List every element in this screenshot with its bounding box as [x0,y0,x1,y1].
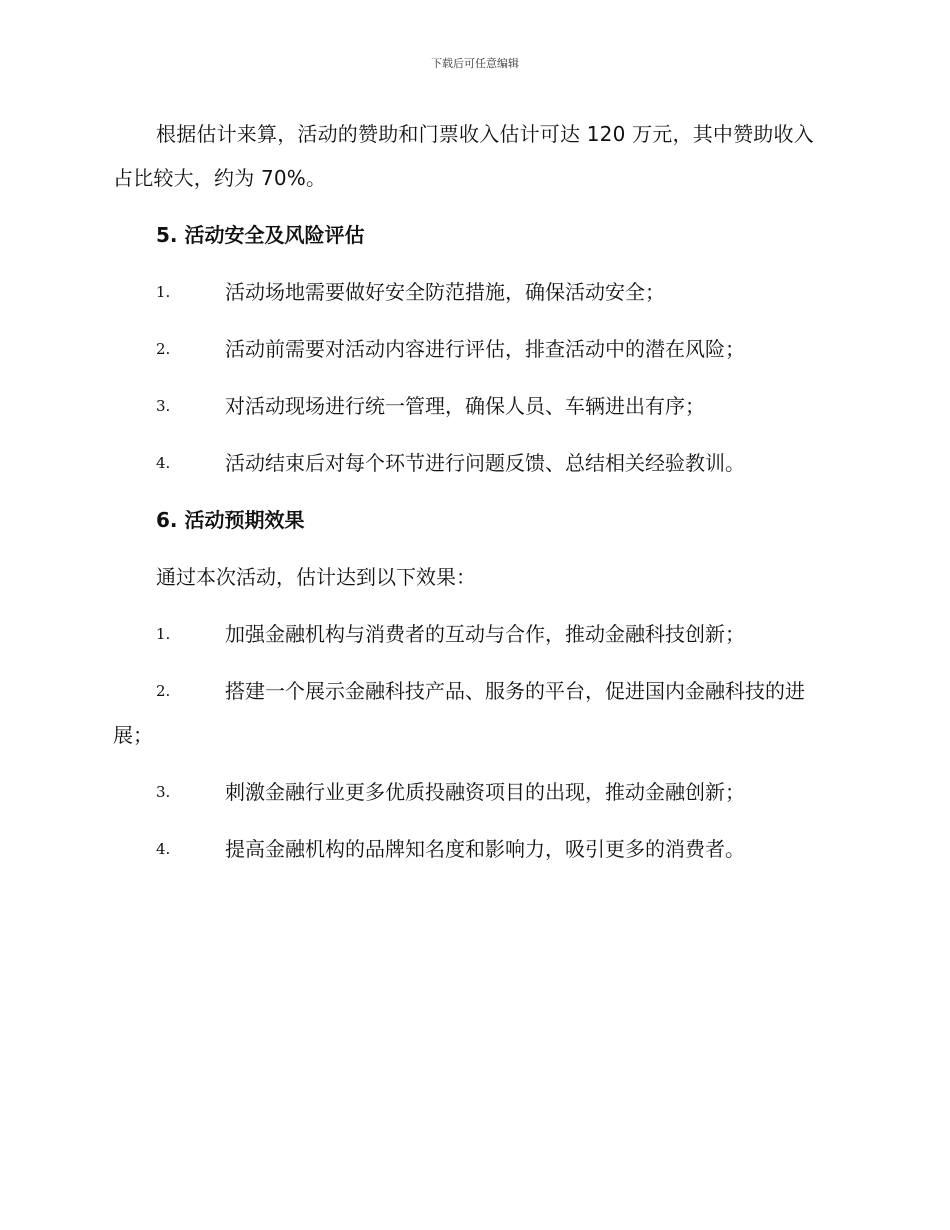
list-item-number: 4. [156,840,171,858]
list-item-number: 3. [156,783,171,801]
list-item-text: 加强金融机构与消费者的互动与合作，推动金融科技创新； [225,622,745,646]
list-item [113,770,833,814]
list-item [113,384,833,428]
list-item-text: 活动结束后对每个环节进行问题反馈、总结相关经验教训。 [225,451,745,475]
list-item [113,612,833,656]
list-item-number: 2. [156,682,171,700]
document-body [113,112,833,871]
list-item-text: 活动前需要对活动内容进行评估，排查活动中的潜在风险； [225,337,745,361]
page-header-note: 下载后可任意编辑 [431,57,519,70]
list-item-number: 1. [156,625,171,643]
list-item-text: 提高金融机构的品牌知名度和影响力，吸引更多的消费者。 [225,837,745,861]
list-item-number: 4. [156,454,171,472]
list-item-number: 3. [156,397,171,415]
list-item-number: 1. [156,283,171,301]
list-item [113,827,833,871]
list-item-text: 活动场地需要做好安全防范措施，确保活动安全； [225,280,665,304]
list-item [113,441,833,485]
list-item [113,669,833,757]
section-6-intro: 通过本次活动，估计达到以下效果： [156,565,476,589]
revenue-paragraph: 根据估计来算，活动的赞助和门票收入估计可达 120 万元，其中赞助收入占比较大，约为 70%。 [113,122,814,190]
list-item-number: 2. [156,340,171,358]
list-item-text: 搭建一个展示金融科技产品、服务的平台，促进国内金融科技的进展； [113,679,805,747]
section-5-heading: 5. 活动安全及风险评估 [156,223,365,247]
list-item [113,270,833,314]
list-item [113,327,833,371]
list-item-text: 刺激金融行业更多优质投融资项目的出现，推动金融创新； [225,780,745,804]
section-6-heading: 6. 活动预期效果 [156,508,305,532]
list-item-text: 对活动现场进行统一管理，确保人员、车辆进出有序； [225,394,705,418]
